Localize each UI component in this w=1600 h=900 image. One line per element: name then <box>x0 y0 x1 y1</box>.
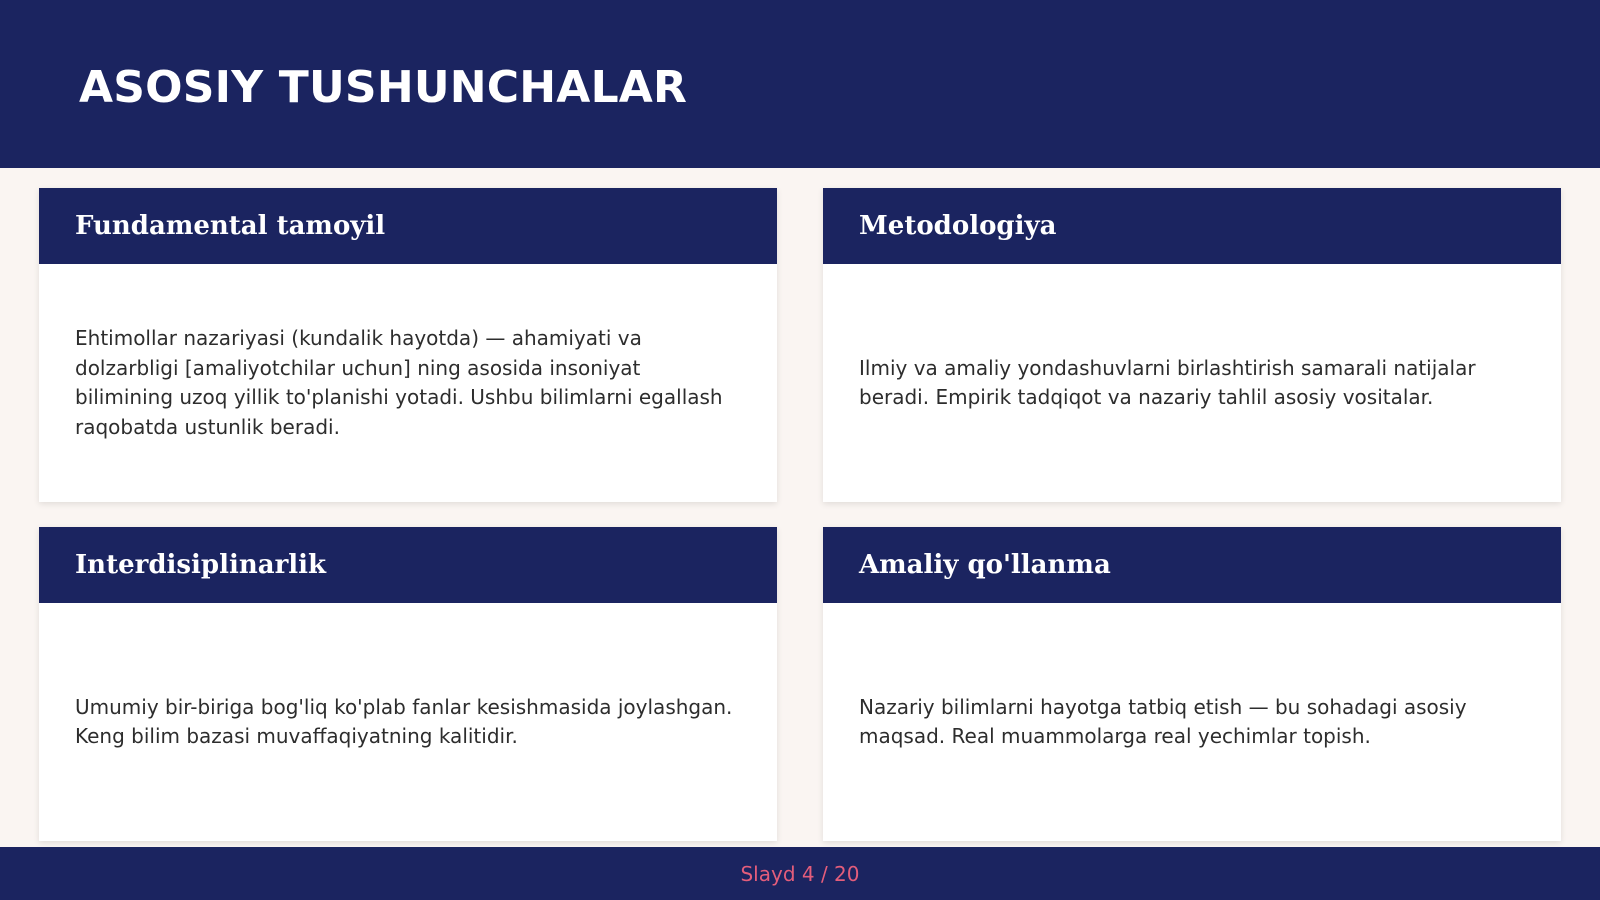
footer-bar <box>0 847 1600 900</box>
concept-card-methodology <box>823 188 1561 502</box>
card-body <box>39 603 777 841</box>
concept-card-interdisciplinary <box>39 527 777 841</box>
slide-title: ASOSIY TUSHUNCHALAR <box>79 62 688 113</box>
card-body <box>823 603 1561 841</box>
card-header <box>823 188 1561 264</box>
card-text: Ehtimollar nazariyasi (kundalik hayotda) — ahamiyati va dolzarbligi [amaliyotchilar uchun] ning asosida insoniyat bilimining uzoq yillik to'planishi yotadi. Ushbu bilimlarni egallash raqobatda ustunlik beradi. <box>75 326 723 439</box>
card-text: Umumiy bir-biriga bog'liq ko'plab fanlar kesishmasida joylashgan. Keng bilim bazasi muvaffaqiyatning kalitidir. <box>75 694 733 748</box>
card-header <box>823 527 1561 603</box>
card-title: Amaliy qo'llanma <box>859 550 1111 580</box>
concept-card-fundamental <box>39 188 777 502</box>
card-title: Fundamental tamoyil <box>75 211 386 241</box>
card-body <box>823 264 1561 502</box>
card-header <box>39 527 777 603</box>
card-header <box>39 188 777 264</box>
card-body <box>39 264 777 502</box>
header-bar <box>0 0 1600 168</box>
card-title: Interdisiplinarlik <box>75 550 327 580</box>
slide-counter: Slayd 4 / 20 <box>740 861 860 886</box>
concept-card-practical <box>823 527 1561 841</box>
card-text: Ilmiy va amaliy yondashuvlarni birlashtirish samarali natijalar beradi. Empirik tadqiqot va nazariy tahlil asosiy vositalar. <box>859 355 1476 409</box>
card-text: Nazariy bilimlarni hayotga tatbiq etish — bu sohadagi asosiy maqsad. Real muammolarga real yechimlar topish. <box>859 694 1467 748</box>
card-title: Metodologiya <box>859 211 1057 241</box>
